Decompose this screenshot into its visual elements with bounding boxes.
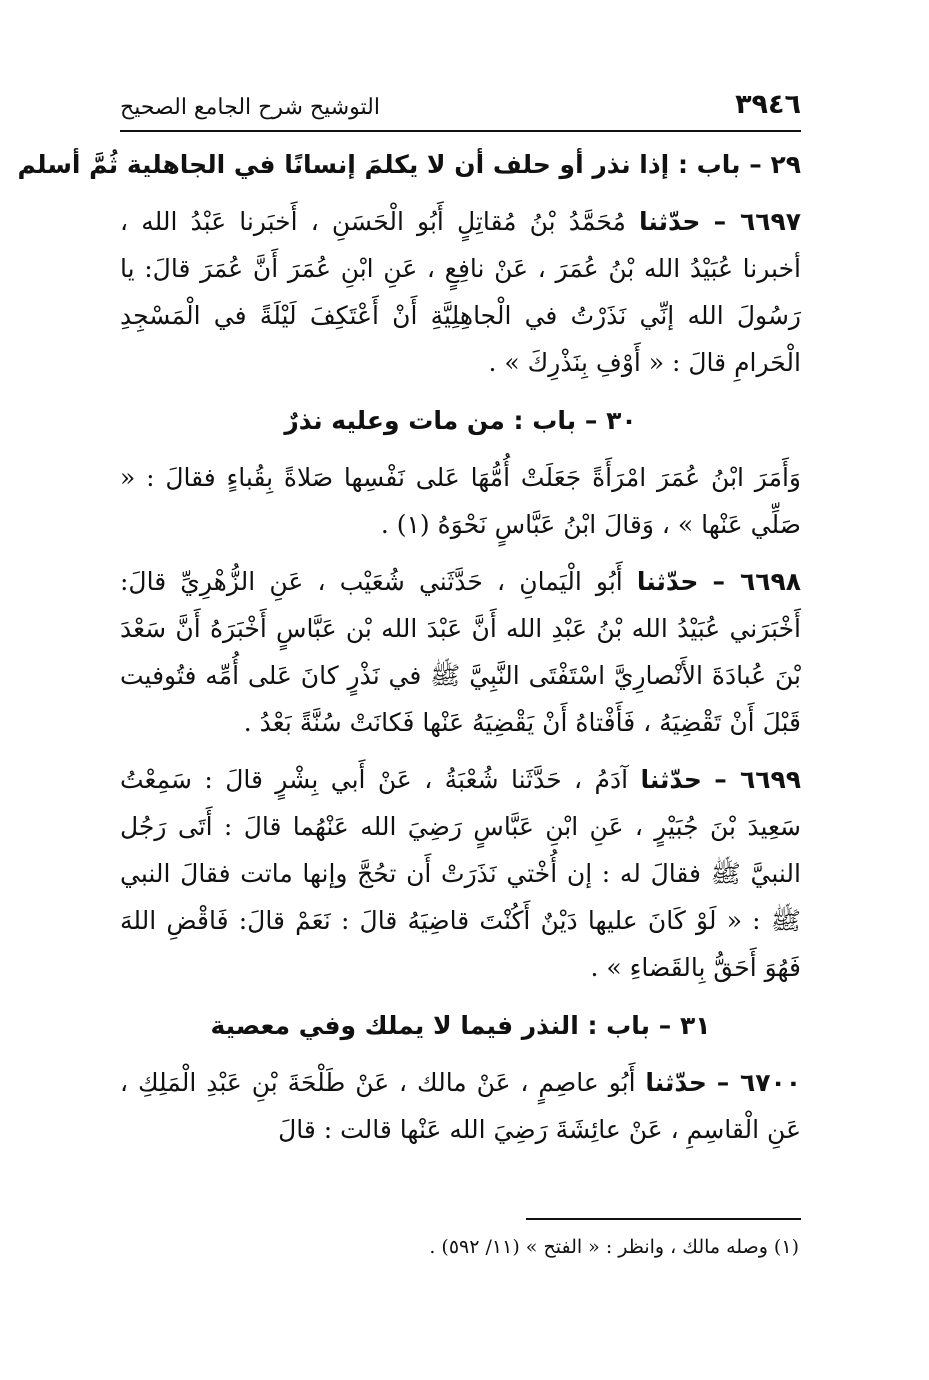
header-rule bbox=[120, 130, 801, 132]
hadith-6699 bbox=[120, 756, 801, 991]
hadith-6700 bbox=[120, 1059, 801, 1153]
hadith-number: ٦٧٠٠ – bbox=[716, 1068, 801, 1097]
footnote: (١) وصله مالك ، وانظر : « الفتح » (١١/ ٥٩٢) . bbox=[429, 1236, 799, 1258]
hadith-lead: حدّثنا bbox=[645, 1068, 707, 1097]
hadith-lead: حدّثنا bbox=[640, 765, 702, 794]
chapter-heading-30: ٣٠ – باب : من مات وعليه نذرٌ bbox=[284, 406, 637, 435]
chapter-note-30: وَأَمَرَ ابْنُ عُمَرَ امْرَأَةً جَعَلَتْ أُمُّهَا عَلى نَفْسِها صَلاةً بِقُباءٍ فقالَ : « صَلِّي عَنْها » ، وَقالَ ابْنُ عَبَّاسٍ نَحْوَهُ (١) . bbox=[120, 463, 801, 539]
hadith-text: أَبُو الْيَمانِ ، حَدَّثَني شُعَيْب ، عَنِ الزُّهْرِيِّ قالَ: أَخْبَرَني عُبَيْدُ الله بْنُ عَبْدِ الله أَنَّ عَبْدَ الله بْن عَبَّاسٍ أَخْبَرَهُ أَنَّ سَعْدَ بْنَ عُبادَةَ الأَنْصارِيَّ اسْتَفْتَى النَّبِيَّ ﷺ في نَذْرٍ كانَ عَلى أُمِّه فتُوفيت قَبْلَ أَنْ تَقْضِيَهُ ، فَأَفْتاهُ أَنْ يَقْضِيَهُ عَنْها فَكانَتْ سُنَّةً بَعْدُ . bbox=[120, 567, 801, 737]
page-number: ٣٩٤٦ bbox=[735, 89, 801, 120]
chapter-heading-29: ٢٩ – باب : إذا نذر أو حلف أن لا يكلمَ إنسانًا في الجاهلية ثُمَّ أسلم bbox=[17, 150, 801, 179]
hadith-text: مُحَمَّدُ بْنُ مُقاتِلٍ أَبُو الْحَسَنِ ، أَخبَرنا عَبْدُ الله ، أخبرنا عُبَيْدُ الله بْنُ عُمَرَ ، عَنْ نافِعٍ ، عَنِ ابْنِ عُمَرَ أَنَّ عُمَرَ قالَ: يا رَسُولَ الله إنِّي نَذَرْتُ في الْجاهِلِيَّةِ أَنْ أَعْتَكِفَ لَيْلَةً في الْمَسْجِدِ الْحَرامِ قالَ : « أَوْفِ بِنَذْرِكَ » . bbox=[120, 207, 801, 377]
hadith-number: ٦٦٩٨ – bbox=[712, 567, 801, 596]
hadith-text: أَبُو عاصِمٍ ، عَنْ مالك ، عَنْ طَلْحَةَ بْنِ عَبْدِ الْمَلِكِ ، عَنِ الْقاسِمِ ، عَنْ عائِشَةَ رَضِيَ الله عَنْها قالت : قالَ bbox=[120, 1068, 801, 1144]
chapter-heading-31: ٣١ – باب : النذر فيما لا يملك وفي معصية bbox=[210, 1011, 711, 1040]
book-title: التوشيح شرح الجامع الصحيح bbox=[120, 95, 380, 120]
hadith-6697 bbox=[120, 198, 801, 386]
running-header bbox=[120, 82, 801, 120]
hadith-lead: حدّثنا bbox=[638, 207, 701, 236]
hadith-number: ٦٦٩٩ – bbox=[714, 765, 801, 794]
page-content bbox=[17, 142, 801, 1163]
hadith-6698 bbox=[120, 558, 801, 746]
hadith-number: ٦٦٩٧ – bbox=[713, 207, 801, 236]
footnote-rule bbox=[526, 1218, 801, 1220]
hadith-text: آدَمُ ، حَدَّثَنا شُعْبَةُ ، عَنْ أَبي بِشْرٍ قالَ : سَمِعْتُ سَعِيدَ بْنَ جُبَيْرٍ ، عَنِ ابْنِ عَبَّاسٍ رَضِيَ الله عَنْهُما قالَ : أَتَى رَجُل النبيَّ ﷺ فقالَ له : إن أُخْتي نَذَرَتْ أَن تحُجَّ وإنها ماتت فقالَ النبي ﷺ : « لَوْ كَانَ عليها دَيْنٌ أَكُنْتَ قاضِيَهُ قالَ : نَعَمْ قالَ: فَاقْضِ اللهَ فَهُوَ أَحَقُّ بِالقَضاءِ » . bbox=[120, 765, 801, 982]
hadith-lead: حدّثنا bbox=[636, 567, 699, 596]
